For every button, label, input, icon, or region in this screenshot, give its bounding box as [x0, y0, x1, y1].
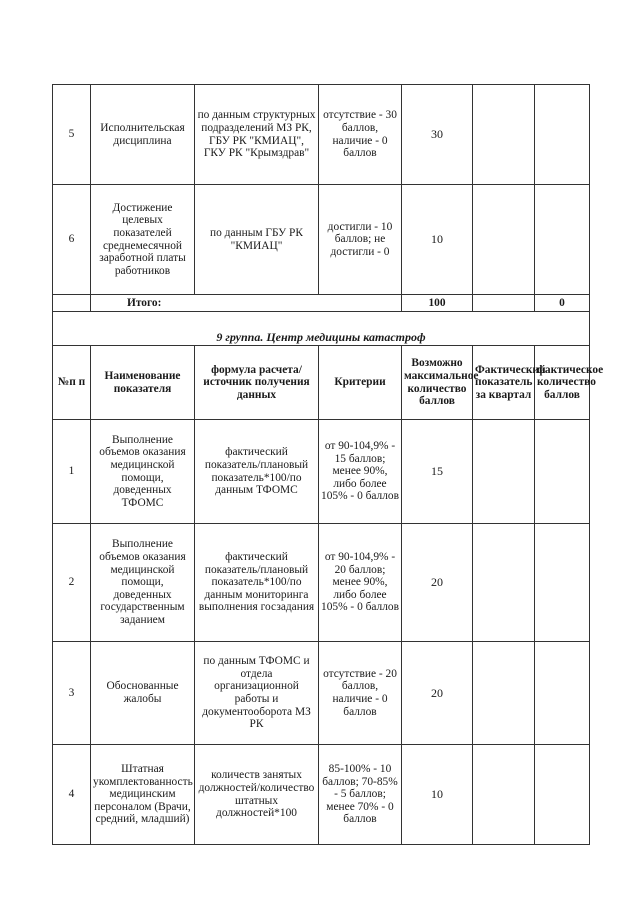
max-points: 10	[402, 185, 473, 295]
fact-value	[473, 642, 535, 745]
fact-points	[535, 85, 590, 185]
table-row	[53, 420, 590, 524]
fact-points	[535, 420, 590, 524]
fact-points	[535, 745, 590, 845]
row-number: 3	[53, 642, 91, 745]
header-fact-quarter: Фактический показатель за квартал	[473, 346, 535, 420]
group-title-row	[53, 312, 590, 346]
fact-points	[535, 642, 590, 745]
criteria: достигли - 10 баллов; не достигли - 0	[319, 185, 402, 295]
row-number: 6	[53, 185, 91, 295]
table-row	[53, 85, 590, 185]
data-source: по данным ТФОМС и отдела организационной работы и документооборота МЗ РК	[195, 642, 319, 745]
table-row	[53, 185, 590, 295]
criteria: 85-100% - 10 баллов; 70-85% - 5 баллов; менее 70% - 0 баллов	[319, 745, 402, 845]
header-max: Возможно максимальное количество баллов	[402, 346, 473, 420]
header-number: №п п	[53, 346, 91, 420]
total-label: Итого:	[91, 295, 402, 312]
row-number: 2	[53, 524, 91, 642]
fact-value	[473, 85, 535, 185]
indicator-name: Штатная укомплектованность медицинским персоналом (Врачи, средний, младший)	[91, 745, 195, 845]
indicator-name: Достижение целевых показателей среднемесячной заработной платы работников	[91, 185, 195, 295]
data-source: фактический показатель/плановый показатель*100/по данным мониторинга выполнения госзадания	[195, 524, 319, 642]
header-criteria: Критерии	[319, 346, 402, 420]
table-row	[53, 524, 590, 642]
indicator-name: Выполнение объемов оказания медицинской помощи, доведенных ТФОМС	[91, 420, 195, 524]
fact-value	[473, 420, 535, 524]
row-number: 1	[53, 420, 91, 524]
fact-value	[473, 185, 535, 295]
criteria: от 90-104,9% - 15 баллов; менее 90%, либо более 105% - 0 баллов	[319, 420, 402, 524]
fact-value	[473, 745, 535, 845]
total-fact: 0	[535, 295, 590, 312]
max-points: 15	[402, 420, 473, 524]
criteria: отсутствие - 20 баллов, наличие - 0 баллов	[319, 642, 402, 745]
header-row	[53, 346, 590, 420]
group-title: 9 группа. Центр медицины катастроф	[53, 312, 590, 346]
data-source: количеств занятых должностей/количество штатных должностей*100	[195, 745, 319, 845]
fact-value	[473, 524, 535, 642]
total-max: 100	[402, 295, 473, 312]
row-number: 4	[53, 745, 91, 845]
header-name: Наименование показателя	[91, 346, 195, 420]
max-points: 20	[402, 524, 473, 642]
table-row	[53, 642, 590, 745]
fact-points	[535, 185, 590, 295]
indicator-name: Исполнительская дисциплина	[91, 85, 195, 185]
criteria: от 90-104,9% - 20 баллов; менее 90%, либо более 105% - 0 баллов	[319, 524, 402, 642]
indicator-name: Обоснованные жалобы	[91, 642, 195, 745]
fact-points	[535, 524, 590, 642]
header-fact-points: фактическое количество баллов	[535, 346, 590, 420]
criteria: отсутствие - 30 баллов, наличие - 0 баллов	[319, 85, 402, 185]
indicator-name: Выполнение объемов оказания медицинской помощи, доведенных государственным заданием	[91, 524, 195, 642]
data-source: по данным ГБУ РК "КМИАЦ"	[195, 185, 319, 295]
total-row	[53, 295, 590, 312]
data-source: фактический показатель/плановый показатель*100/по данным ТФОМС	[195, 420, 319, 524]
max-points: 30	[402, 85, 473, 185]
max-points: 10	[402, 745, 473, 845]
max-points: 20	[402, 642, 473, 745]
row-number: 5	[53, 85, 91, 185]
score-table	[52, 84, 604, 845]
header-source: формула расчета/источник получения данных	[195, 346, 319, 420]
data-source: по данным структурных подразделений МЗ РК, ГБУ РК "КМИАЦ", ГКУ РК "Крымздрав"	[195, 85, 319, 185]
table-row	[53, 745, 590, 845]
